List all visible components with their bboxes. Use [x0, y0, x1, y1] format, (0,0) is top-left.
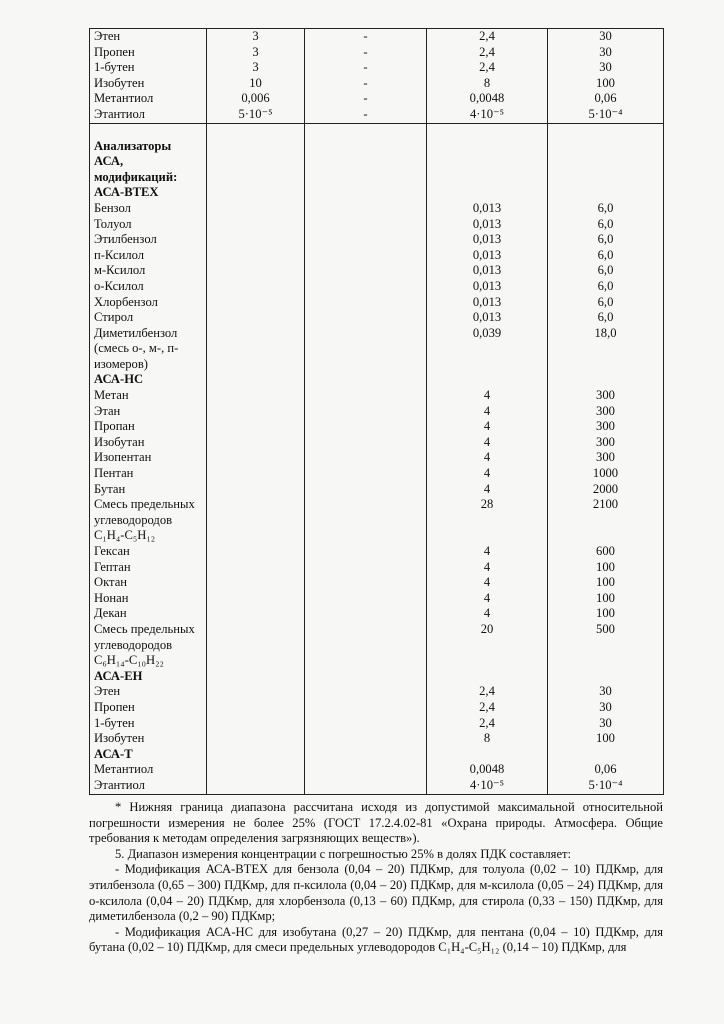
value-col-5: 6,0 [548, 232, 664, 248]
value-col-4: 0,013 [427, 295, 548, 311]
empty-cell [548, 185, 664, 201]
empty-cell [305, 201, 427, 217]
value-col-4: 0,0048 [427, 762, 548, 778]
empty-cell [305, 669, 427, 685]
value-col-4: 2,4 [427, 684, 548, 700]
value-col-5: 30 [548, 716, 664, 732]
value-col-3: - [305, 76, 427, 92]
group-title-row [90, 185, 664, 201]
empty-cell [207, 497, 305, 544]
substance-name: Изобутен [90, 731, 207, 747]
empty-cell [305, 279, 427, 295]
empty-cell [207, 279, 305, 295]
table-row [90, 778, 664, 794]
value-col-4: 4·10⁻⁵ [427, 778, 548, 794]
group-title-row [90, 372, 664, 388]
empty-cell [207, 482, 305, 498]
empty-cell [305, 326, 427, 373]
value-col-5: 2000 [548, 482, 664, 498]
substance-name: Диметилбензол (смесь о-, м-, п-изомеров) [90, 326, 207, 373]
empty-cell [305, 778, 427, 794]
value-col-4: 4 [427, 544, 548, 560]
empty-cell [207, 248, 305, 264]
table-row [90, 435, 664, 451]
empty-cell [207, 123, 305, 139]
substance-name: Смесь предельных углеводородов C₁H₄-C₅H₁₂ [90, 497, 207, 544]
notes-block [89, 800, 663, 956]
value-col-5: 18,0 [548, 326, 664, 373]
value-col-4: 4 [427, 482, 548, 498]
empty-cell [548, 669, 664, 685]
empty-cell [305, 217, 427, 233]
item-5-btex: - Модификация АСА-BTEX для бензола (0,04 – 20) ПДКмр, для толуола (0,02 – 10) ПДКмр, для этилбензола (0,65 – 300) ПДКмр, для п-ксилола (0,04 – 20) ПДКмр, для м-ксилола (0,05 – 24) ПДКмр, для о-ксилола (0,04 – 20) ПДКмр, для хлорбензола (0,13 – 60) ПДКмр, для стирола (0,33 – 150) ПДКмр, для диметилбензола (0,2 – 90) ПДКмр; [89, 862, 663, 924]
substance-name: п-Ксилол [90, 248, 207, 264]
empty-cell [207, 232, 305, 248]
value-col-5: 30 [548, 60, 664, 76]
table-row [90, 326, 664, 373]
value-col-4: 0,013 [427, 232, 548, 248]
value-col-4: 4 [427, 419, 548, 435]
table-row [90, 622, 664, 669]
table-row [90, 700, 664, 716]
table-row [90, 232, 664, 248]
empty-cell [305, 575, 427, 591]
table-row [90, 497, 664, 544]
substance-name: 1-бутен [90, 716, 207, 732]
empty-cell [207, 372, 305, 388]
empty-cell [207, 606, 305, 622]
empty-cell [427, 139, 548, 186]
empty-cell [305, 482, 427, 498]
group-title-row [90, 669, 664, 685]
table-row [90, 279, 664, 295]
substance-name: Пропан [90, 419, 207, 435]
value-col-4: 20 [427, 622, 548, 669]
value-col-4: 0,013 [427, 217, 548, 233]
value-col-4: 4 [427, 606, 548, 622]
empty-cell [207, 201, 305, 217]
empty-cell [305, 497, 427, 544]
empty-cell [207, 388, 305, 404]
value-col-5: 30 [548, 29, 664, 45]
table-row [90, 419, 664, 435]
empty-cell [305, 310, 427, 326]
empty-cell [305, 295, 427, 311]
empty-cell [207, 716, 305, 732]
group-title: АСА-Т [90, 747, 207, 763]
table-row [90, 91, 664, 107]
table-row [90, 248, 664, 264]
item-5-heading: 5. Диапазон измерения концентрации с погрешностью 25% в долях ПДК составляет: [115, 846, 572, 861]
value-col-5: 30 [548, 700, 664, 716]
group-title: АСА-ЕН [90, 669, 207, 685]
value-col-4: 4 [427, 466, 548, 482]
empty-cell [207, 263, 305, 279]
value-col-5: 2100 [548, 497, 664, 544]
empty-cell [207, 466, 305, 482]
value-col-5: 6,0 [548, 295, 664, 311]
substance-name: 1-бутен [90, 60, 207, 76]
table-row [90, 404, 664, 420]
table-row [90, 716, 664, 732]
value-col-4: 4 [427, 560, 548, 576]
value-col-5: 5·10⁻⁴ [548, 778, 664, 794]
empty-cell [207, 217, 305, 233]
value-col-3: - [305, 60, 427, 76]
value-col-4: 0,0048 [427, 91, 548, 107]
value-col-3: - [305, 91, 427, 107]
value-col-5: 100 [548, 575, 664, 591]
value-col-4: 8 [427, 731, 548, 747]
table-row [90, 60, 664, 76]
empty-cell [207, 139, 305, 186]
value-col-5: 100 [548, 76, 664, 92]
value-col-3: - [305, 107, 427, 123]
empty-cell [207, 731, 305, 747]
value-col-4: 8 [427, 76, 548, 92]
empty-cell [548, 747, 664, 763]
empty-cell [305, 372, 427, 388]
section-title-row [90, 139, 664, 186]
table-row [90, 263, 664, 279]
empty-cell [207, 575, 305, 591]
table-row [90, 45, 664, 61]
value-col-5: 500 [548, 622, 664, 669]
value-col-2: 3 [207, 60, 305, 76]
value-col-2: 5·10⁻⁵ [207, 107, 305, 123]
empty-cell [305, 263, 427, 279]
substance-name: Нонан [90, 591, 207, 607]
empty-cell [305, 622, 427, 669]
empty-cell [305, 388, 427, 404]
empty-cell [427, 185, 548, 201]
empty-cell [207, 669, 305, 685]
empty-cell [207, 419, 305, 435]
substance-name: м-Ксилол [90, 263, 207, 279]
empty-cell [207, 560, 305, 576]
empty-cell [305, 123, 427, 139]
table-row [90, 201, 664, 217]
table-row [90, 295, 664, 311]
value-col-5: 100 [548, 591, 664, 607]
empty-cell [305, 747, 427, 763]
value-col-5: 100 [548, 560, 664, 576]
value-col-4: 2,4 [427, 29, 548, 45]
footnote-text: * Нижняя граница диапазона рассчитана исходя из допустимой максимальной относительной погрешности измерения не более 25% (ГОСТ 17.2.4.02-81 «Охрана природы. Атмосфера. Общие требования к методам определения загрязняющих веществ»). [89, 800, 663, 846]
empty-cell [305, 232, 427, 248]
empty-cell [207, 747, 305, 763]
empty-cell [548, 123, 664, 139]
value-col-2: 3 [207, 29, 305, 45]
table-row [90, 388, 664, 404]
value-col-5: 300 [548, 404, 664, 420]
value-col-4: 4 [427, 450, 548, 466]
empty-cell [305, 404, 427, 420]
empty-cell [207, 310, 305, 326]
substance-name: Этилбензол [90, 232, 207, 248]
value-col-5: 30 [548, 45, 664, 61]
table-row [90, 310, 664, 326]
table-row [90, 466, 664, 482]
empty-cell [305, 435, 427, 451]
empty-cell [207, 762, 305, 778]
substance-name: Смесь предельных углеводородов C₆H₁₄-C₁₀H₂₂ [90, 622, 207, 669]
value-col-4: 0,039 [427, 326, 548, 373]
table-row [90, 606, 664, 622]
table-row [90, 684, 664, 700]
value-col-5: 6,0 [548, 217, 664, 233]
empty-cell [305, 684, 427, 700]
value-col-4: 4·10⁻⁵ [427, 107, 548, 123]
value-col-4: 0,013 [427, 248, 548, 264]
value-col-5: 0,06 [548, 91, 664, 107]
empty-cell [207, 684, 305, 700]
table-row [90, 560, 664, 576]
table-row [90, 29, 664, 45]
empty-cell [305, 248, 427, 264]
empty-cell [427, 123, 548, 139]
empty-cell [548, 139, 664, 186]
empty-cell [207, 591, 305, 607]
value-col-4: 2,4 [427, 60, 548, 76]
empty-cell [305, 450, 427, 466]
value-col-3: - [305, 29, 427, 45]
value-col-5: 100 [548, 731, 664, 747]
empty-cell [207, 435, 305, 451]
empty-cell [305, 544, 427, 560]
empty-cell [305, 606, 427, 622]
empty-cell [305, 762, 427, 778]
substance-name: Метантиол [90, 762, 207, 778]
substance-name: Декан [90, 606, 207, 622]
value-col-2: 0,006 [207, 91, 305, 107]
value-col-4: 4 [427, 591, 548, 607]
substance-name: Этен [90, 29, 207, 45]
value-col-4: 0,013 [427, 279, 548, 295]
empty-cell [427, 747, 548, 763]
substance-name: Пентан [90, 466, 207, 482]
table-row [90, 482, 664, 498]
substance-name: Изопентан [90, 450, 207, 466]
value-col-5: 100 [548, 606, 664, 622]
empty-cell [427, 372, 548, 388]
group-title-row [90, 747, 664, 763]
substance-name: Бутан [90, 482, 207, 498]
value-col-5: 5·10⁻⁴ [548, 107, 664, 123]
value-col-4: 2,4 [427, 700, 548, 716]
empty-cell [305, 419, 427, 435]
value-col-4: 4 [427, 388, 548, 404]
empty-cell [305, 731, 427, 747]
empty-cell [90, 123, 207, 139]
substance-name: Хлорбензол [90, 295, 207, 311]
substance-name: Этен [90, 684, 207, 700]
empty-cell [305, 700, 427, 716]
value-col-5: 300 [548, 435, 664, 451]
empty-cell [305, 591, 427, 607]
section-title: Анализаторы АСА, модификаций: [90, 139, 207, 186]
value-col-5: 0,06 [548, 762, 664, 778]
table-row [90, 450, 664, 466]
substance-name: Изобутан [90, 435, 207, 451]
value-col-4: 4 [427, 435, 548, 451]
substance-name: Пропен [90, 700, 207, 716]
empty-cell [427, 669, 548, 685]
value-col-5: 600 [548, 544, 664, 560]
substance-name: Метан [90, 388, 207, 404]
value-col-5: 6,0 [548, 248, 664, 264]
table-row [90, 107, 664, 123]
substance-name: Этан [90, 404, 207, 420]
value-col-4: 4 [427, 404, 548, 420]
value-col-4: 0,013 [427, 263, 548, 279]
item-5-hc: - Модификация АСА-НС для изобутана (0,27 – 20) ПДКмр, для пентана (0,04 – 10) ПДКмр, для бутана (0,02 – 10) ПДКмр, для смеси предельных углеводородов C₁H₄-C₅H₁₂ (0,14 – 10) ПДКмр, для [89, 924, 663, 955]
value-col-4: 0,013 [427, 310, 548, 326]
empty-cell [305, 139, 427, 186]
separator-row [90, 123, 664, 139]
table-row [90, 217, 664, 233]
value-col-5: 30 [548, 684, 664, 700]
substance-name: Этантиол [90, 107, 207, 123]
empty-cell [207, 404, 305, 420]
value-col-4: 0,013 [427, 201, 548, 217]
empty-cell [207, 450, 305, 466]
substance-name: Гептан [90, 560, 207, 576]
table-row [90, 575, 664, 591]
substance-name: Октан [90, 575, 207, 591]
value-col-5: 6,0 [548, 310, 664, 326]
empty-cell [207, 544, 305, 560]
value-col-2: 10 [207, 76, 305, 92]
value-col-5: 300 [548, 450, 664, 466]
empty-cell [305, 466, 427, 482]
substance-name: Бензол [90, 201, 207, 217]
value-col-5: 6,0 [548, 201, 664, 217]
empty-cell [207, 622, 305, 669]
empty-cell [305, 560, 427, 576]
table-row [90, 544, 664, 560]
empty-cell [548, 372, 664, 388]
gas-range-table [89, 28, 664, 795]
value-col-4: 2,4 [427, 716, 548, 732]
value-col-5: 300 [548, 388, 664, 404]
value-col-3: - [305, 45, 427, 61]
value-col-2: 3 [207, 45, 305, 61]
substance-name: Стирол [90, 310, 207, 326]
empty-cell [305, 716, 427, 732]
empty-cell [207, 700, 305, 716]
empty-cell [207, 326, 305, 373]
empty-cell [207, 295, 305, 311]
value-col-5: 6,0 [548, 263, 664, 279]
value-col-4: 4 [427, 575, 548, 591]
value-col-4: 28 [427, 497, 548, 544]
table-row [90, 76, 664, 92]
empty-cell [207, 185, 305, 201]
empty-cell [305, 185, 427, 201]
value-col-4: 2,4 [427, 45, 548, 61]
group-title: АСА-BTEX [90, 185, 207, 201]
table-row [90, 731, 664, 747]
substance-name: Толуол [90, 217, 207, 233]
substance-name: Гексан [90, 544, 207, 560]
group-title: АСА-НС [90, 372, 207, 388]
value-col-5: 300 [548, 419, 664, 435]
empty-cell [207, 778, 305, 794]
substance-name: Метантиол [90, 91, 207, 107]
substance-name: о-Ксилол [90, 279, 207, 295]
substance-name: Пропен [90, 45, 207, 61]
substance-name: Изобутен [90, 76, 207, 92]
substance-name: Этантиол [90, 778, 207, 794]
value-col-5: 6,0 [548, 279, 664, 295]
table-row [90, 591, 664, 607]
value-col-5: 1000 [548, 466, 664, 482]
table-row [90, 762, 664, 778]
